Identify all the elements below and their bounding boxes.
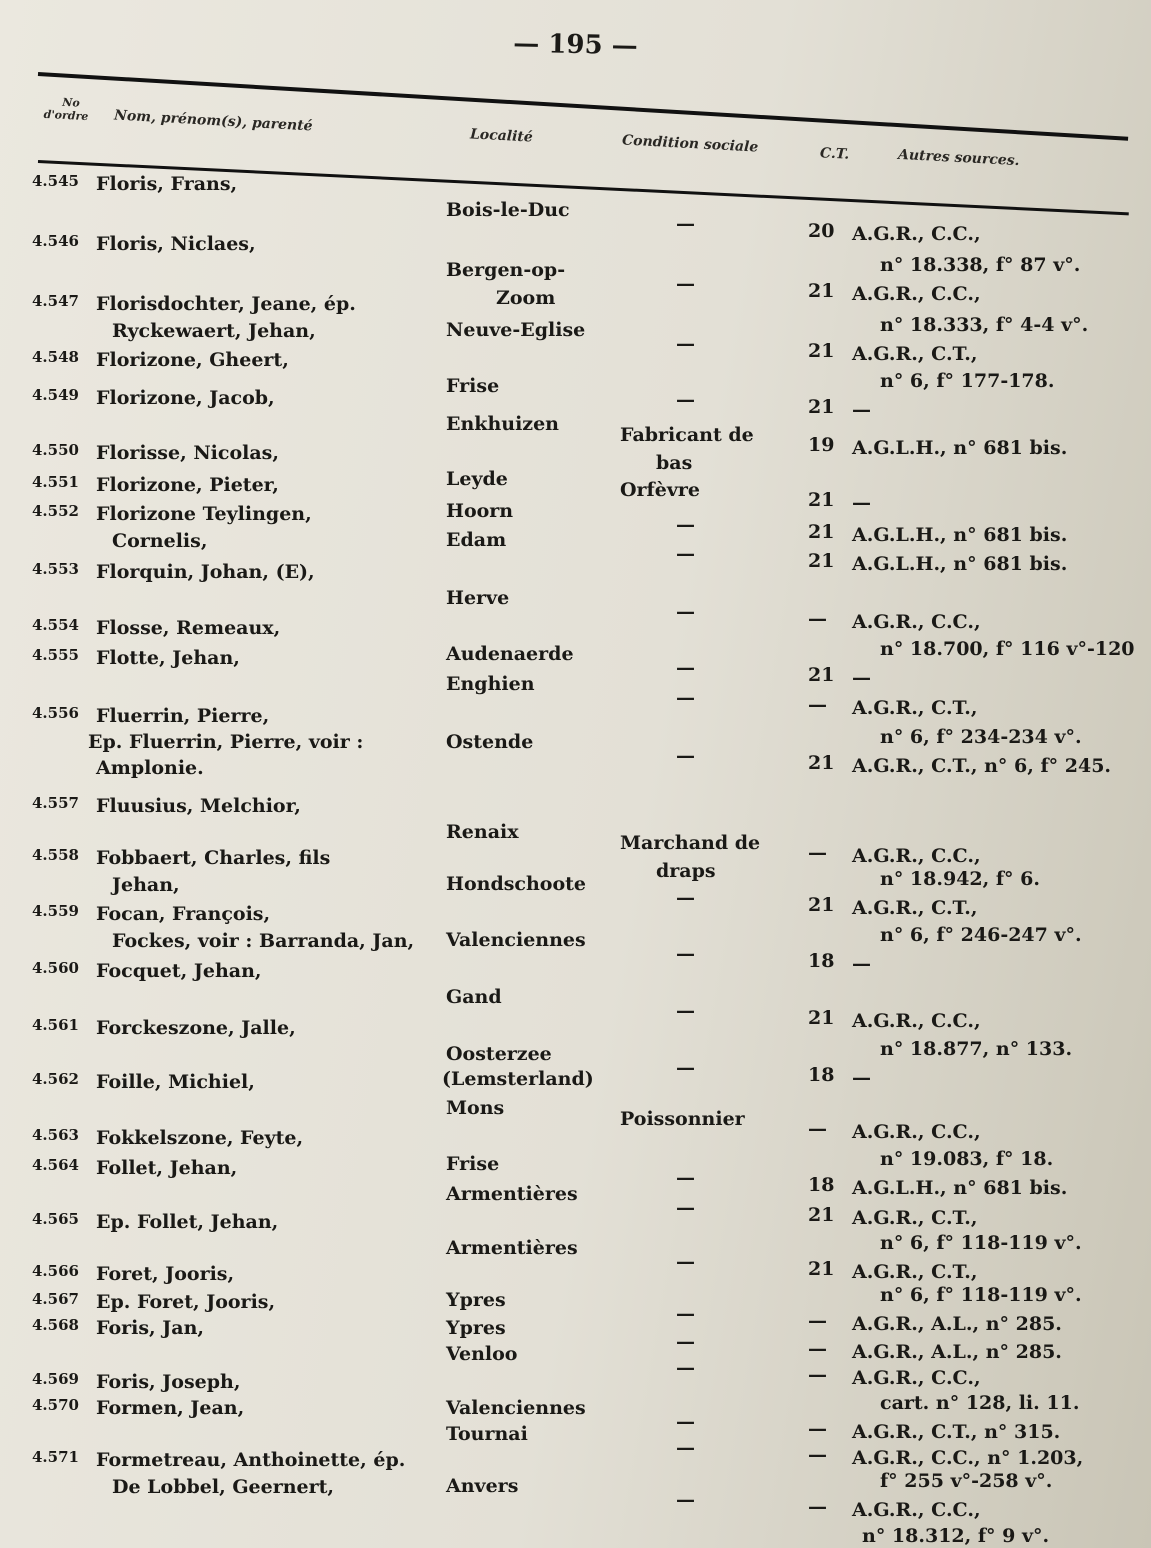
header-name: Nom, prénom(s), parenté — [113, 107, 313, 135]
entry-locality: Leyde — [446, 467, 508, 490]
entry-sources-continued: n° 6, f° 234-234 v°. — [880, 726, 1082, 749]
entry-sources: A.G.L.H., n° 681 bis. — [852, 1176, 1068, 1199]
entry-sources: A.G.L.H., n° 681 bis. — [852, 523, 1068, 546]
entry-sources-continued: n° 19.083, f° 18. — [880, 1148, 1054, 1171]
entry-condition: — — [676, 1331, 695, 1354]
entry-condition: Orfèvre — [620, 479, 700, 502]
header-no — [43, 95, 89, 123]
entry-locality: Mons — [446, 1096, 505, 1119]
entry-condition: — — [676, 1437, 695, 1460]
entry-condition: — — [676, 1167, 695, 1190]
entry-locality: Hoorn — [446, 499, 514, 522]
entry-number: 4.553 — [32, 559, 79, 578]
entry-condition: — — [676, 1057, 695, 1080]
entry-number: 4.549 — [32, 385, 79, 404]
entry-ct: — — [808, 1310, 827, 1333]
entry-ct: 21 — [808, 280, 835, 303]
entry-sources: A.G.R., A.L., n° 285. — [852, 1340, 1062, 1363]
entry-name: Florizone, Pieter, — [96, 474, 279, 497]
entry-number: 4.566 — [32, 1261, 79, 1280]
entry-sources: A.G.R., C.C., — [852, 1009, 981, 1032]
entry-locality: Ypres — [446, 1316, 506, 1339]
entry-name: Floris, Niclaes, — [96, 233, 256, 256]
entry-name: Florizone Teylingen, — [96, 503, 312, 526]
entry-number: 4.554 — [32, 615, 79, 634]
entry-condition: — — [676, 1489, 695, 1512]
entry-locality-continued: Zoom — [496, 287, 556, 310]
entry-sources: A.G.R., C.C., — [852, 844, 981, 867]
entry-condition: — — [676, 1303, 695, 1326]
entry-name-continued: De Lobbel, Geernert, — [112, 1476, 335, 1499]
entry-number: 4.561 — [32, 1015, 79, 1034]
entry-number: 4.545 — [32, 171, 79, 190]
header-no-top: No — [62, 95, 81, 110]
entry-name: Florisdochter, Jeane, ép. — [96, 293, 356, 316]
entry-sources: A.G.L.H., n° 681 bis. — [852, 552, 1068, 575]
entry-sources: A.G.R., C.T., — [852, 1206, 978, 1229]
entry-sources: A.G.R., C.C., n° 1.203, — [852, 1446, 1084, 1469]
header-no-bottom: d'ordre — [43, 107, 89, 124]
entry-condition: — — [676, 273, 695, 296]
entry-name: Focan, François, — [96, 903, 271, 926]
entry-name: Florizone, Gheert, — [96, 349, 289, 372]
entry-ct: — — [808, 1364, 827, 1387]
entry-sources: A.G.R., C.C., — [852, 282, 981, 305]
entry-condition: — — [676, 389, 695, 412]
entry-ct: 18 — [808, 950, 835, 973]
entry-condition-continued: draps — [656, 860, 716, 883]
entry-locality: Armentières — [446, 1182, 578, 1205]
header-sources: Autres sources. — [897, 146, 1020, 170]
entry-name: Fobbaert, Charles, fils — [96, 847, 331, 870]
entry-number: 4.560 — [32, 958, 79, 977]
entry-condition: — — [676, 745, 695, 768]
entry-name: Ep. Follet, Jehan, — [96, 1211, 279, 1234]
entry-sources: A.G.R., C.T., — [852, 1260, 978, 1283]
entry-ct: — — [808, 608, 827, 631]
entry-sources: A.G.R., C.T., n° 315. — [852, 1420, 1061, 1443]
entry-locality: Enghien — [446, 672, 535, 695]
entry-condition: — — [676, 657, 695, 680]
entry-sources-continued: f° 255 v°-258 v°. — [880, 1470, 1053, 1493]
entry-ct: — — [808, 1118, 827, 1141]
entry-sources-continued: n° 18.877, n° 133. — [880, 1038, 1073, 1061]
entry-locality: Neuve-Eglise — [446, 318, 586, 341]
entry-sources: — — [852, 952, 871, 975]
entry-locality: Enkhuizen — [446, 412, 559, 435]
entry-name: Florisse, Nicolas, — [96, 442, 279, 465]
entry-ct: 21 — [808, 489, 835, 512]
entry-ct: 21 — [808, 521, 835, 544]
entry-condition: — — [676, 1411, 695, 1434]
entry-number: 4.559 — [32, 901, 79, 920]
entry-condition: — — [676, 213, 695, 236]
entry-sources: A.G.R., A.L., n° 285. — [852, 1312, 1062, 1335]
entry-sources: A.G.R., C.C., — [852, 610, 981, 633]
entry-sources-continued: n° 18.700, f° 116 v°-120 — [880, 638, 1135, 661]
entry-sources: A.G.R., C.T., — [852, 342, 978, 365]
entry-sources-continued: n° 6, f° 118-119 v°. — [880, 1232, 1082, 1255]
entry-ct: 19 — [808, 434, 835, 457]
entry-sources-continued: n° 6, f° 246-247 v°. — [880, 924, 1082, 947]
entry-sources: — — [852, 398, 871, 421]
entry-condition: Marchand de — [620, 832, 761, 855]
entry-number: 4.546 — [32, 231, 79, 250]
entry-name: Flotte, Jehan, — [96, 647, 240, 670]
entry-locality: Bois-le-Duc — [446, 198, 570, 221]
entry-number: 4.556 — [32, 703, 79, 722]
entry-name-continued: Ryckewaert, Jehan, — [112, 320, 316, 343]
entry-name: Fokkelszone, Feyte, — [96, 1127, 304, 1150]
entry-locality: Bergen-op- — [446, 258, 566, 281]
entry-locality: Renaix — [446, 820, 519, 843]
header-ct: C.T. — [819, 145, 850, 163]
entry-number: 4.564 — [32, 1155, 79, 1174]
entry-sources-continued: n° 18.333, f° 4-4 v°. — [880, 314, 1089, 337]
entry-condition: — — [676, 333, 695, 356]
entry-name: Formetreau, Anthoinette, ép. — [96, 1449, 406, 1472]
entry-condition: — — [676, 887, 695, 910]
entry-condition: — — [676, 1251, 695, 1274]
entry-name-continued: Ep. Fluerrin, Pierre, voir : — [88, 730, 364, 753]
entry-number: 4.548 — [32, 347, 79, 366]
entry-sources: — — [852, 491, 871, 514]
entry-condition: — — [676, 943, 695, 966]
entry-sources: — — [852, 666, 871, 689]
entry-name: Formen, Jean, — [96, 1397, 245, 1420]
entry-ct: — — [808, 1444, 827, 1467]
entry-number: 4.568 — [32, 1315, 79, 1334]
entry-locality: Frise — [446, 374, 500, 397]
entry-locality: Hondschoote — [446, 872, 587, 895]
entry-sources: A.G.R., C.T., — [852, 696, 978, 719]
entry-ct: 21 — [808, 1007, 835, 1030]
entry-name-continued: Jehan, — [112, 874, 180, 897]
entry-condition: — — [676, 687, 695, 710]
entry-ct: — — [808, 1496, 827, 1519]
entry-number: 4.555 — [32, 645, 79, 664]
entry-number: 4.569 — [32, 1369, 79, 1388]
header-top-rule — [38, 72, 1128, 141]
page-number: — 195 — — [512, 28, 638, 62]
entry-number: 4.565 — [32, 1209, 79, 1228]
entry-ct: 21 — [808, 1258, 835, 1281]
entry-number: 4.570 — [32, 1395, 79, 1414]
entry-number: 4.567 — [32, 1289, 79, 1308]
entry-locality-continued: (Lemsterland) — [442, 1068, 594, 1091]
entry-condition: — — [676, 1357, 695, 1380]
entry-ct: 18 — [808, 1064, 835, 1087]
entry-ct: 21 — [808, 396, 835, 419]
entry-number: 4.557 — [32, 793, 79, 812]
entry-number: 4.558 — [32, 845, 79, 864]
entry-ct: 21 — [808, 1204, 835, 1227]
entry-sources: A.G.R., C.C., — [852, 1498, 981, 1521]
entry-sources: A.G.L.H., n° 681 bis. — [852, 436, 1068, 459]
entry-locality: Valenciennes — [446, 1396, 586, 1419]
entry-number: 4.563 — [32, 1125, 79, 1144]
entry-sources: A.G.R., C.T., — [852, 896, 978, 919]
entry-locality: Gand — [446, 985, 502, 1008]
entry-name: Floris, Frans, — [96, 173, 238, 196]
entry-name: Fluusius, Melchior, — [96, 795, 301, 818]
entry-locality: Tournai — [446, 1422, 528, 1445]
entry-number: 4.551 — [32, 472, 79, 491]
entry-sources-continued: cart. n° 128, li. 11. — [880, 1392, 1080, 1415]
entry-condition-continued: bas — [656, 452, 693, 475]
entry-ct: 21 — [808, 752, 835, 775]
entry-locality: Armentières — [446, 1236, 578, 1259]
entry-locality: Oosterzee — [446, 1042, 552, 1065]
entry-name: Focquet, Jehan, — [96, 960, 262, 983]
entry-sources: — — [852, 1066, 871, 1089]
entry-name: Foille, Michiel, — [96, 1071, 255, 1094]
entry-condition: — — [676, 1197, 695, 1220]
entry-name: Forckeszone, Jalle, — [96, 1017, 296, 1040]
entry-name: Florquin, Johan, (E), — [96, 561, 315, 584]
entry-locality: Venloo — [446, 1342, 518, 1365]
entry-sources-continued: n° 18.338, f° 87 v°. — [880, 254, 1081, 277]
entry-ct: 21 — [808, 340, 835, 363]
entry-ct: — — [808, 694, 827, 717]
entry-number: 4.552 — [32, 501, 79, 520]
entry-sources-continued: n° 18.312, f° 9 v°. — [862, 1525, 1050, 1548]
entry-locality: Frise — [446, 1152, 500, 1175]
entry-name: Foret, Jooris, — [96, 1263, 235, 1286]
entry-ct: 21 — [808, 894, 835, 917]
entry-number: 4.562 — [32, 1069, 79, 1088]
entry-locality: Ypres — [446, 1288, 506, 1311]
entry-ct: — — [808, 842, 827, 865]
entry-number: 4.550 — [32, 440, 79, 459]
entry-condition: — — [676, 1000, 695, 1023]
entry-sources: A.G.R., C.C., — [852, 1120, 981, 1143]
entry-sources-continued: n° 6, f° 177-178. — [880, 370, 1055, 393]
entry-sources-continued: n° 18.942, f° 6. — [880, 868, 1040, 891]
entry-name-continued: Amplonie. — [96, 757, 204, 780]
entry-ct: — — [808, 1418, 827, 1441]
entry-name: Ep. Foret, Jooris, — [96, 1291, 276, 1314]
entry-locality: Audenaerde — [446, 642, 574, 665]
header-condition: Condition sociale — [621, 132, 759, 156]
entry-name-continued: Cornelis, — [112, 530, 208, 553]
entry-condition: — — [676, 514, 695, 537]
entry-number: 4.547 — [32, 291, 79, 310]
entry-condition: Poissonnier — [620, 1108, 745, 1131]
entry-ct: 18 — [808, 1174, 835, 1197]
entry-ct: — — [808, 1338, 827, 1361]
entry-condition: Fabricant de — [620, 424, 754, 447]
entry-name: Fluerrin, Pierre, — [96, 705, 270, 728]
entry-name: Florizone, Jacob, — [96, 387, 275, 410]
entry-name: Follet, Jehan, — [96, 1157, 238, 1180]
entry-sources: A.G.R., C.T., n° 6, f° 245. — [852, 754, 1112, 777]
entry-ct: 21 — [808, 664, 835, 687]
entry-name: Foris, Joseph, — [96, 1371, 241, 1394]
entry-condition: — — [676, 601, 695, 624]
entry-name: Foris, Jan, — [96, 1317, 205, 1340]
entry-ct: 21 — [808, 550, 835, 573]
entry-locality: Anvers — [446, 1474, 519, 1497]
entry-sources: A.G.R., C.C., — [852, 222, 981, 245]
entry-locality: Edam — [446, 528, 507, 551]
entry-locality: Herve — [446, 586, 510, 609]
entry-locality: Valenciennes — [446, 928, 586, 951]
entry-name-continued: Fockes, voir : Barranda, Jan, — [112, 930, 415, 953]
entry-sources: A.G.R., C.C., — [852, 1366, 981, 1389]
entry-number: 4.571 — [32, 1447, 79, 1466]
entry-name: Flosse, Remeaux, — [96, 617, 281, 640]
entry-sources-continued: n° 6, f° 118-119 v°. — [880, 1284, 1082, 1307]
entry-locality: Ostende — [446, 730, 534, 753]
entry-ct: 20 — [808, 220, 835, 243]
header-locality: Localité — [469, 126, 534, 146]
entry-condition: — — [676, 543, 695, 566]
